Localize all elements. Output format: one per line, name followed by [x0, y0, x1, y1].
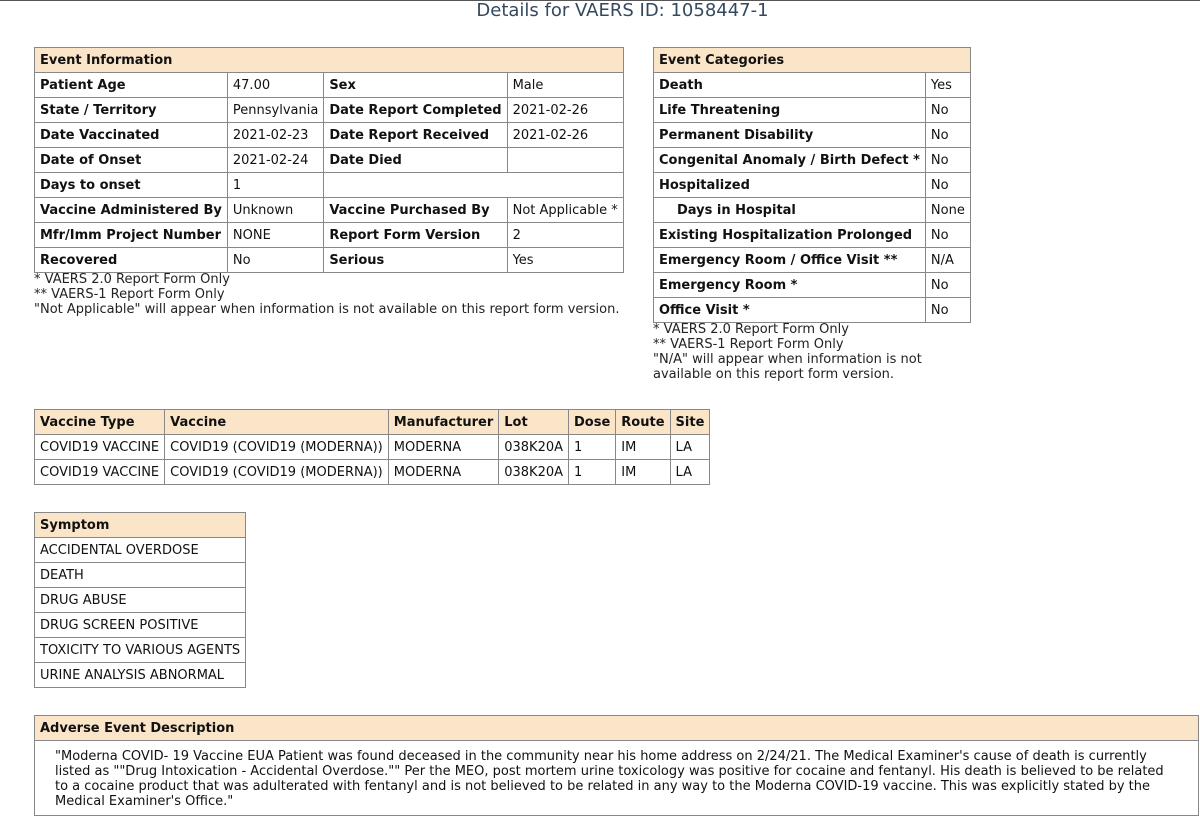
table-row	[35, 173, 624, 198]
column-header: Dose	[569, 410, 616, 435]
empty-cell	[324, 173, 623, 198]
field-value: 2021-02-24	[227, 148, 323, 173]
field-value: 47.00	[227, 73, 323, 98]
column-header: Vaccine Type	[35, 410, 165, 435]
table-cell: MODERNA	[388, 435, 498, 460]
table-row	[654, 198, 971, 223]
field-label: Date Vaccinated	[35, 123, 228, 148]
table-cell: 1	[569, 435, 616, 460]
category-value: No	[925, 298, 970, 323]
field-value: NONE	[227, 223, 323, 248]
category-label: Death	[654, 73, 926, 98]
table-cell: COVID19 (COVID19 (MODERNA))	[165, 435, 389, 460]
category-label: Emergency Room *	[654, 273, 926, 298]
symptom-table	[34, 512, 246, 688]
table-row	[35, 73, 624, 98]
field-value: 2021-02-26	[507, 98, 623, 123]
event-categories-table	[653, 47, 971, 323]
category-value: No	[925, 148, 970, 173]
field-value: Not Applicable *	[507, 198, 623, 223]
column-header: Manufacturer	[388, 410, 498, 435]
table-cell: LA	[670, 460, 710, 485]
table-row	[35, 123, 624, 148]
field-value: No	[227, 248, 323, 273]
symptom-item: DEATH	[35, 563, 246, 588]
event-information-header: Event Information	[35, 48, 624, 73]
category-value: Yes	[925, 73, 970, 98]
page-title: Details for VAERS ID: 1058447-1	[476, 0, 769, 21]
table-cell: COVID19 (COVID19 (MODERNA))	[165, 460, 389, 485]
table-row	[35, 198, 624, 223]
category-value: No	[925, 273, 970, 298]
list-item	[35, 663, 246, 688]
field-label: Recovered	[35, 248, 228, 273]
field-value: 2	[507, 223, 623, 248]
table-cell: COVID19 VACCINE	[35, 435, 165, 460]
table-row	[35, 248, 624, 273]
event-categories-header: Event Categories	[654, 48, 971, 73]
symptom-header: Symptom	[35, 513, 246, 538]
field-value: Male	[507, 73, 623, 98]
field-label: Mfr/Imm Project Number	[35, 223, 228, 248]
field-label: Patient Age	[35, 73, 228, 98]
table-cell: MODERNA	[388, 460, 498, 485]
list-item	[35, 638, 246, 663]
table-row	[654, 98, 971, 123]
category-label: Hospitalized	[654, 173, 926, 198]
symptom-item: DRUG SCREEN POSITIVE	[35, 613, 246, 638]
adverse-event-header: Adverse Event Description	[35, 716, 1199, 741]
field-label: Serious	[324, 248, 507, 273]
table-row	[654, 223, 971, 248]
table-row	[654, 123, 971, 148]
table-cell: 038K20A	[499, 435, 569, 460]
table-row	[654, 148, 971, 173]
table-cell: 038K20A	[499, 460, 569, 485]
symptom-item: URINE ANALYSIS ABNORMAL	[35, 663, 246, 688]
table-row	[35, 223, 624, 248]
column-header: Lot	[499, 410, 569, 435]
symptom-item: TOXICITY TO VARIOUS AGENTS	[35, 638, 246, 663]
field-label: Vaccine Administered By	[35, 198, 228, 223]
category-label: Permanent Disability	[654, 123, 926, 148]
field-label: Vaccine Purchased By	[324, 198, 507, 223]
field-label: Date Died	[324, 148, 507, 173]
column-header: Site	[670, 410, 710, 435]
list-item	[35, 588, 246, 613]
field-label: State / Territory	[35, 98, 228, 123]
symptom-item: ACCIDENTAL OVERDOSE	[35, 538, 246, 563]
table-cell: 1	[569, 460, 616, 485]
field-value: Pennsylvania	[227, 98, 323, 123]
field-value: 2021-02-23	[227, 123, 323, 148]
table-row	[654, 273, 971, 298]
category-value: No	[925, 98, 970, 123]
category-value: None	[925, 198, 970, 223]
category-value: No	[925, 223, 970, 248]
field-label: Date of Onset	[35, 148, 228, 173]
list-item	[35, 538, 246, 563]
field-value: Unknown	[227, 198, 323, 223]
field-value: 1	[227, 173, 323, 198]
table-row	[654, 173, 971, 198]
table-cell: COVID19 VACCINE	[35, 460, 165, 485]
table-cell: IM	[616, 435, 670, 460]
field-label: Date Report Received	[324, 123, 507, 148]
table-row	[35, 435, 710, 460]
category-value: No	[925, 123, 970, 148]
category-label: Emergency Room / Office Visit **	[654, 248, 926, 273]
field-value: Yes	[507, 248, 623, 273]
list-item	[35, 613, 246, 638]
table-row	[654, 298, 971, 323]
adverse-event-table	[34, 715, 1199, 816]
event-categories-notes: * VAERS 2.0 Report Form Only ** VAERS-1 Report Form Only "N/A" will appear when information is not available on this report form version.	[653, 322, 922, 382]
category-label: Congenital Anomaly / Birth Defect *	[654, 148, 926, 173]
table-row	[654, 248, 971, 273]
table-cell: IM	[616, 460, 670, 485]
adverse-event-description: "Moderna COVID- 19 Vaccine EUA Patient was found deceased in the community near his home address on 2/24/21. The Medical Examiner's cause of death is currently listed as ""Drug Intoxication - Accidental Overdose."" Per the MEO, post mortem urine toxicology was positive for cocaine and fentanyl. His death is believed to be related to a cocaine product that was adulterated with fentanyl and is not believed to be related in any way to the Moderna COVID-19 vaccine. This was explicitly stated by the Medical Examiner's Office."	[35, 741, 1199, 816]
category-label: Existing Hospitalization Prolonged	[654, 223, 926, 248]
column-header: Vaccine	[165, 410, 389, 435]
table-row	[35, 98, 624, 123]
table-header-row	[35, 410, 710, 435]
symptom-item: DRUG ABUSE	[35, 588, 246, 613]
vaccine-table	[34, 409, 710, 485]
event-information-table	[34, 47, 624, 273]
field-value: 2021-02-26	[507, 123, 623, 148]
field-label: Date Report Completed	[324, 98, 507, 123]
field-label: Days to onset	[35, 173, 228, 198]
column-header: Route	[616, 410, 670, 435]
category-label: Days in Hospital	[654, 198, 926, 223]
table-row	[35, 148, 624, 173]
field-label: Report Form Version	[324, 223, 507, 248]
table-cell: LA	[670, 435, 710, 460]
category-label: Office Visit *	[654, 298, 926, 323]
list-item	[35, 563, 246, 588]
category-label: Life Threatening	[654, 98, 926, 123]
field-value	[507, 148, 623, 173]
category-value: No	[925, 173, 970, 198]
category-value: N/A	[925, 248, 970, 273]
table-row	[35, 460, 710, 485]
field-label: Sex	[324, 73, 507, 98]
table-row	[654, 73, 971, 98]
event-information-notes: * VAERS 2.0 Report Form Only ** VAERS-1 Report Form Only "Not Applicable" will appear when information is not available on this report form version.	[34, 272, 620, 317]
